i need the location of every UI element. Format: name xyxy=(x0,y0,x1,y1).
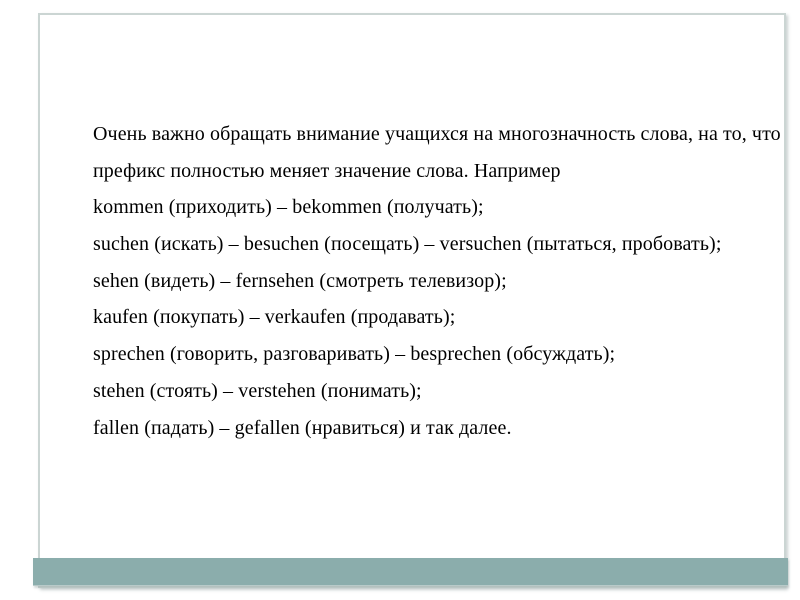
text-line: sehen (видеть) – fernsehen (смотреть телевизор); xyxy=(93,269,507,292)
accent-bar xyxy=(33,558,788,586)
text-line: kaufen (покупать) – verkaufen (продавать); xyxy=(93,306,456,329)
slide-body-text xyxy=(93,116,800,446)
text-line: suchen (искать) – besuchen (посещать) – versuchen (пытаться, пробовать); xyxy=(93,233,722,256)
text-line: kommen (приходить) – bekommen (получать); xyxy=(93,196,484,219)
text-line: префикс полностью меняет значение слова. Например xyxy=(93,159,561,182)
text-line: Очень важно обращать внимание учащихся на многозначность слова, на то, что xyxy=(93,123,781,145)
text-line: sprechen (говорить, разговаривать) – besprechen (обсуждать); xyxy=(93,343,616,366)
text-line: fallen (падать) – gefallen (нравиться) и так далее. xyxy=(93,416,512,439)
text-line: stehen (стоять) – verstehen (понимать); xyxy=(93,379,422,402)
slide xyxy=(38,13,786,588)
